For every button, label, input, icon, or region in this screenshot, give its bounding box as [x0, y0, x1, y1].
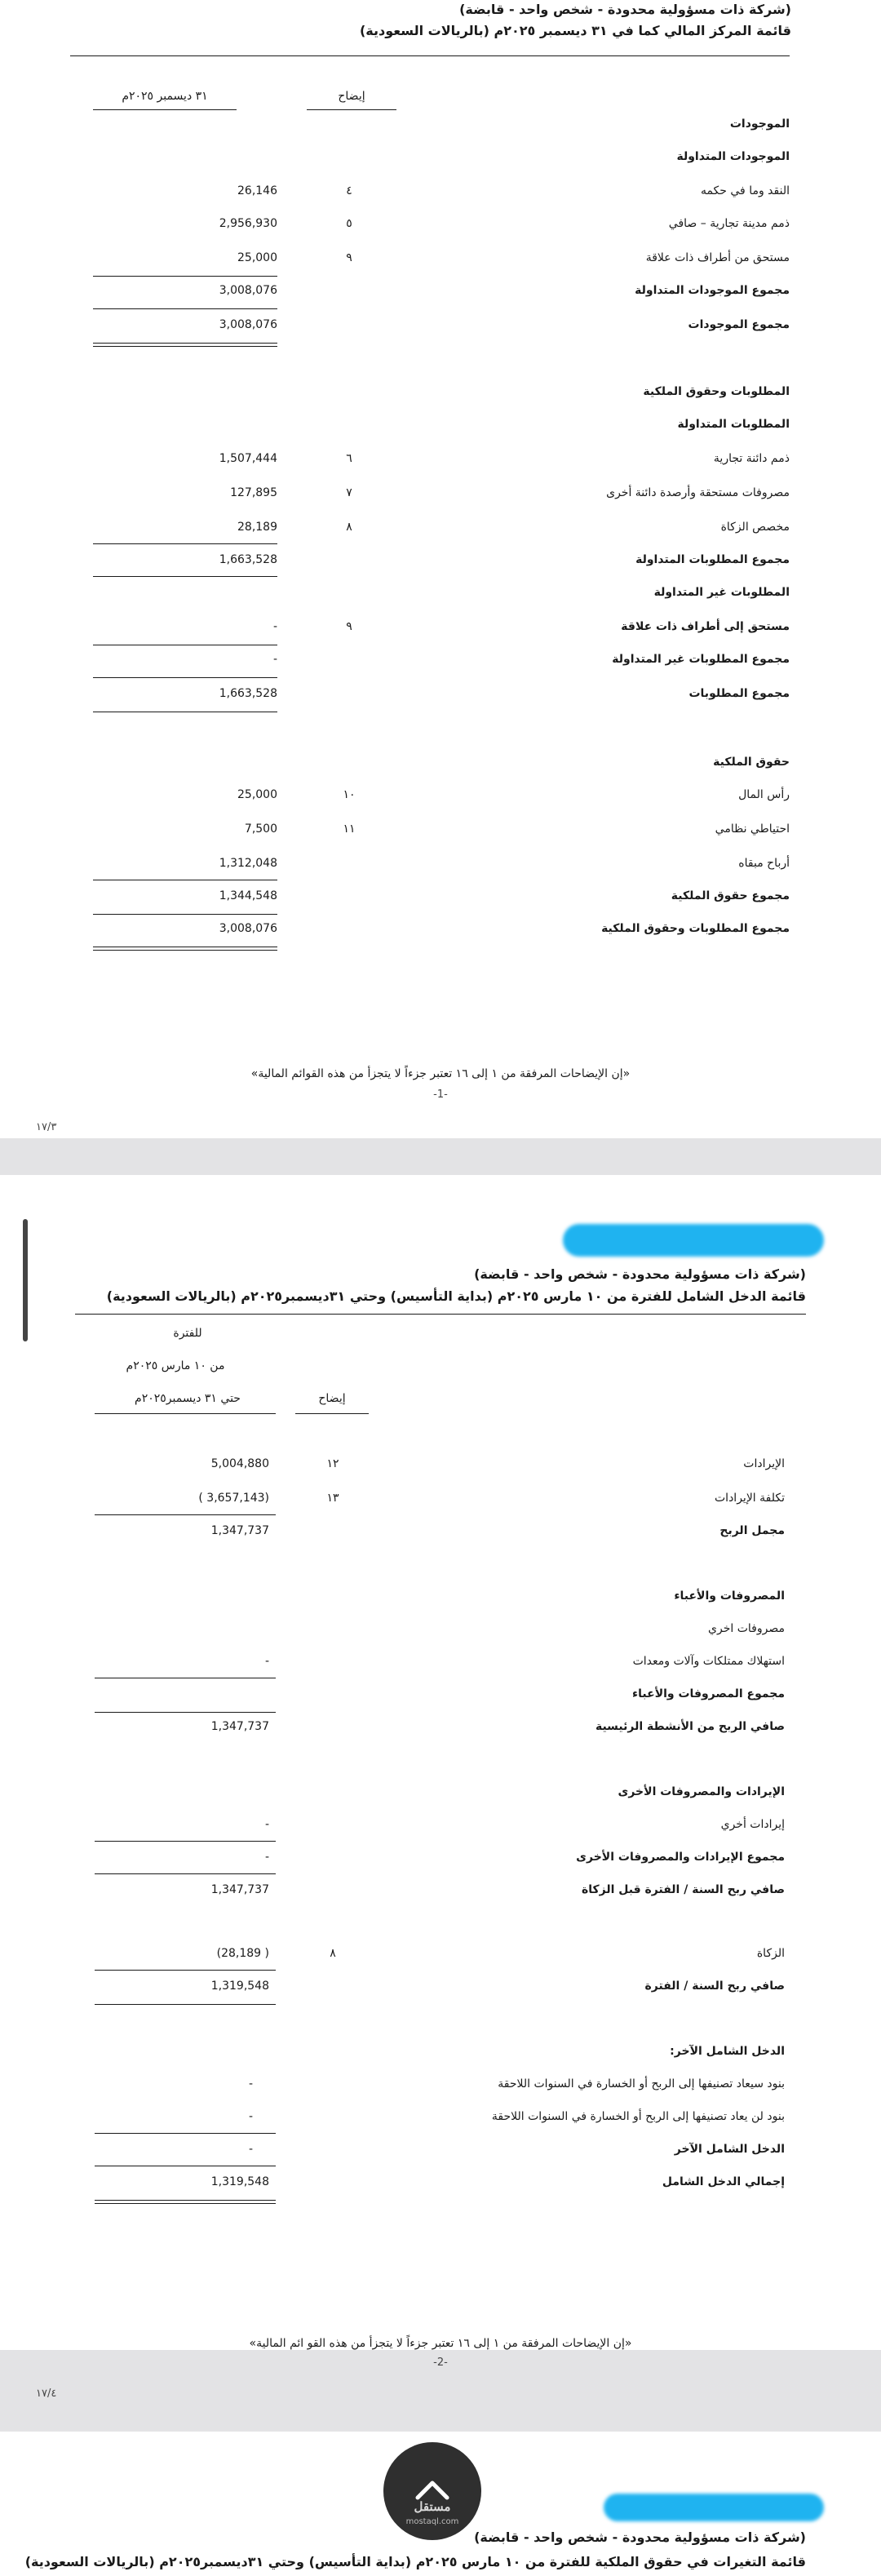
- section-oci: الدخل الشامل الآخر:: [670, 2045, 785, 2058]
- row-label: مجموع حقوق الملكية: [671, 889, 790, 902]
- subtotal-rule: [95, 1712, 276, 1713]
- row-label: الزكاة: [756, 1947, 785, 1960]
- row-amount: 1,319,548: [210, 1980, 269, 1993]
- row-label: مستحق إلى أطراف ذات علاقة: [621, 620, 790, 633]
- row-note: ٥: [346, 217, 352, 230]
- total-double-rule: [95, 2200, 276, 2204]
- row-amount: 1,344,548: [219, 889, 277, 902]
- period-header: حتي ٣١ ديسمبر٢٠٢٥م: [135, 1392, 241, 1405]
- row-amount: 7,500: [244, 822, 277, 836]
- row-amount: 1,347,737: [210, 1524, 269, 1537]
- statement-title: قائمة الدخل الشامل للفترة من ١٠ مارس ٢٠٢٥م (بداية التأسيس) وحتي ٣١ديسمبر٢٠٢٥م (بالريالات السعودية): [106, 1288, 806, 1304]
- row-amount: 3,008,076: [219, 318, 277, 331]
- row-label: ذمم دائنة تجارية: [713, 452, 790, 465]
- period-header: من ١٠ مارس ٢٠٢٥م: [126, 1359, 225, 1372]
- statement-page-2: [0, 1175, 881, 2350]
- row-amount: -: [264, 1818, 269, 1831]
- row-note: ٧: [346, 486, 352, 499]
- title-rule: [75, 1314, 806, 1315]
- row-label: مستحق من أطراف ذات علاقة: [645, 251, 790, 264]
- row-amount: 25,000: [237, 788, 277, 801]
- row-note: ٤: [346, 184, 352, 197]
- scrollbar-thumb[interactable]: [23, 1219, 28, 1341]
- row-label: بنود سيعاد تصنيفها إلى الربح أو الخسارة في السنوات اللاحقة: [498, 2077, 785, 2091]
- row-amount: 1,319,548: [210, 2175, 269, 2188]
- row-note: ١٢: [326, 1457, 339, 1470]
- row-label: رأس المال: [738, 788, 790, 801]
- row-note: ١٠: [343, 788, 356, 801]
- row-label: مجموع المطلوبات غير المتداولة: [612, 653, 790, 666]
- row-label: أرباح مبقاه: [738, 857, 790, 870]
- row-label: الإيرادات: [743, 1457, 785, 1470]
- date-column-header: ٣١ ديسمبر ٢٠٢٥م: [122, 90, 208, 103]
- row-note: ٦: [346, 452, 352, 465]
- company-name: (شركة ذات مسؤولية محدودة - شخص واحد - قابضة): [459, 2, 791, 17]
- subtotal-rule: [93, 914, 277, 915]
- total-double-rule: [93, 343, 277, 347]
- row-amount: 1,347,737: [210, 1883, 269, 1896]
- brand-url: mostaql.com: [405, 2517, 459, 2526]
- row-label: مجموع الإيرادات والمصروفات الأخرى: [576, 1851, 785, 1864]
- row-amount: -: [264, 1851, 269, 1864]
- company-name: (شركة ذات مسؤولية محدودة - شخص واحد - قابضة): [474, 2529, 806, 2545]
- row-label: مصروفات مستحقة وأرصدة دائنة أخرى: [606, 486, 790, 499]
- note-header-rule: [307, 109, 396, 110]
- row-amount: -: [248, 2077, 253, 2091]
- row-amount: -: [248, 2110, 253, 2123]
- period-header-rule: [95, 1413, 276, 1414]
- subtotal-rule: [95, 1514, 276, 1515]
- row-label: إيرادات أخري: [720, 1818, 785, 1831]
- row-amount: -: [248, 2143, 253, 2156]
- subtotal-rule: [93, 276, 277, 277]
- row-amount: 3,008,076: [219, 922, 277, 935]
- row-label: بنود لن يعاد تصنيفها إلى الربح أو الخسارة في السنوات اللاحقة: [491, 2110, 785, 2123]
- row-note: ٨: [346, 521, 352, 534]
- row-label: مجمل الربح: [719, 1524, 785, 1537]
- statement-title: قائمة التغيرات في حقوق الملكية للفترة من ١٠ مارس ٢٠٢٥م (بداية التأسيس) وحتي ٣١ديسمبر٢٠٢٥م (بالريالات السعودية): [24, 2554, 806, 2569]
- total-double-rule: [93, 947, 277, 951]
- scroll-to-top-button[interactable]: [383, 2442, 481, 2540]
- redaction-mark: [604, 2494, 824, 2521]
- subtotal-rule: [95, 1841, 276, 1842]
- subtotal-rule: [93, 677, 277, 678]
- row-amount: 26,146: [237, 184, 277, 197]
- row-label: الدخل الشامل الآخر: [674, 2143, 785, 2156]
- redaction-mark: [563, 1224, 824, 1257]
- row-label: مجموع المطلوبات وحقوق الملكية: [601, 922, 790, 935]
- row-label: مجموع الموجودات المتداولة: [635, 284, 790, 297]
- section-other-income: الإيرادات والمصروفات الأخرى: [618, 1785, 785, 1798]
- row-note: ٨: [330, 1947, 336, 1960]
- row-amount: ( 3,657,143): [198, 1492, 269, 1505]
- footnote: «إن الإيضاحات المرفقة من ١ إلى ١٦ تعتبر جزءاً لا يتجزأ من هذه القو ائم المالية»: [249, 2337, 632, 2350]
- row-label: صافي ربح السنة / الفترة قبل الزكاة: [581, 1883, 785, 1896]
- row-label: صافي ربح السنة / الفترة: [644, 1980, 785, 1993]
- row-amount: 28,189: [237, 521, 277, 534]
- statement-title: قائمة المركز المالي كما في ٣١ ديسمبر ٢٠٢٥م (بالريالات السعودية): [359, 23, 791, 38]
- row-label: مصروفات اخري: [708, 1622, 785, 1635]
- row-note: ٩: [346, 620, 352, 633]
- row-amount: -: [272, 653, 277, 666]
- footnote: «إن الإيضاحات المرفقة من ١ إلى ١٦ تعتبر جزءاً لا يتجزأ من هذه القوائم المالية»: [250, 1067, 631, 1080]
- subtotal-rule: [95, 2004, 276, 2005]
- period-header: للفترة: [173, 1327, 202, 1340]
- subtotal-rule: [95, 1873, 276, 1874]
- row-amount: 1,347,737: [210, 1720, 269, 1733]
- row-label: إجمالي الدخل الشامل: [662, 2175, 785, 2188]
- section-expenses: المصروفات والأعباء: [674, 1589, 785, 1603]
- note-header-rule: [295, 1413, 369, 1414]
- title-rule: [70, 55, 790, 56]
- row-amount: 3,008,076: [219, 284, 277, 297]
- row-label: احتياطي نظامي: [715, 822, 790, 836]
- page-number: -2-: [433, 2357, 448, 2369]
- row-amount: 2,956,930: [219, 217, 277, 230]
- row-label: استهلاك ممتلكات وآلات ومعدات: [632, 1655, 785, 1668]
- row-label: مجموع المطلوبات المتداولة: [635, 553, 790, 566]
- row-label: صافي الربح من الأنشطة الرئيسية: [595, 1720, 785, 1733]
- subtotal-rule: [93, 308, 277, 309]
- row-note: ٩: [346, 251, 352, 264]
- row-amount: 1,507,444: [219, 452, 277, 465]
- row-label: مجموع الموجودات: [688, 318, 790, 331]
- statement-page-1: [0, 0, 881, 1138]
- page-gap: [0, 1138, 881, 1175]
- row-amount: 25,000: [237, 251, 277, 264]
- row-amount: 127,895: [230, 486, 277, 499]
- page-marker: ١٧/٣: [36, 1121, 57, 1133]
- section-assets: الموجودات: [729, 117, 790, 131]
- row-amount: 1,663,528: [219, 687, 277, 700]
- note-column-header: إيضاح: [338, 90, 365, 103]
- brand-watermark: مستقل: [414, 2499, 451, 2514]
- row-label: مجموع المصروفات والأعباء: [632, 1687, 785, 1700]
- note-column-header: إيضاح: [318, 1392, 346, 1405]
- section-liabilities-equity: المطلوبات وحقوق الملكية: [643, 385, 790, 398]
- row-amount: 5,004,880: [210, 1457, 269, 1470]
- section-non-current-liabilities: المطلوبات غير المتداولة: [653, 586, 790, 599]
- company-name: (شركة ذات مسؤولية محدودة - شخص واحد - قابضة): [474, 1266, 806, 1282]
- row-label: ذمم مدينة تجارية – صافي: [668, 217, 790, 230]
- subtotal-rule: [93, 543, 277, 544]
- page-marker: ١٧/٤: [36, 2388, 57, 2400]
- row-label: مجموع المطلوبات: [688, 687, 790, 700]
- row-note: ١١: [343, 822, 356, 836]
- row-amount: -: [272, 620, 277, 633]
- row-note: ١٣: [326, 1492, 339, 1505]
- subtotal-rule: [93, 576, 277, 577]
- row-label: النقد وما في حكمه: [700, 184, 790, 197]
- section-current-liabilities: المطلوبات المتداولة: [677, 418, 790, 431]
- section-current-assets: الموجودات المتداولة: [676, 150, 790, 163]
- subtotal-rule: [95, 2133, 276, 2134]
- row-amount: 1,312,048: [219, 857, 277, 870]
- row-amount: (28,189 ): [216, 1947, 269, 1960]
- row-amount: 1,663,528: [219, 553, 277, 566]
- row-amount: -: [264, 1655, 269, 1668]
- row-label: مخصص الزكاة: [720, 521, 790, 534]
- page-number: -1-: [433, 1088, 448, 1101]
- date-header-rule: [93, 109, 237, 110]
- section-equity: حقوق الملكية: [713, 756, 790, 769]
- subtotal-rule: [95, 1970, 276, 1971]
- row-label: تكلفة الإيرادات: [715, 1492, 785, 1505]
